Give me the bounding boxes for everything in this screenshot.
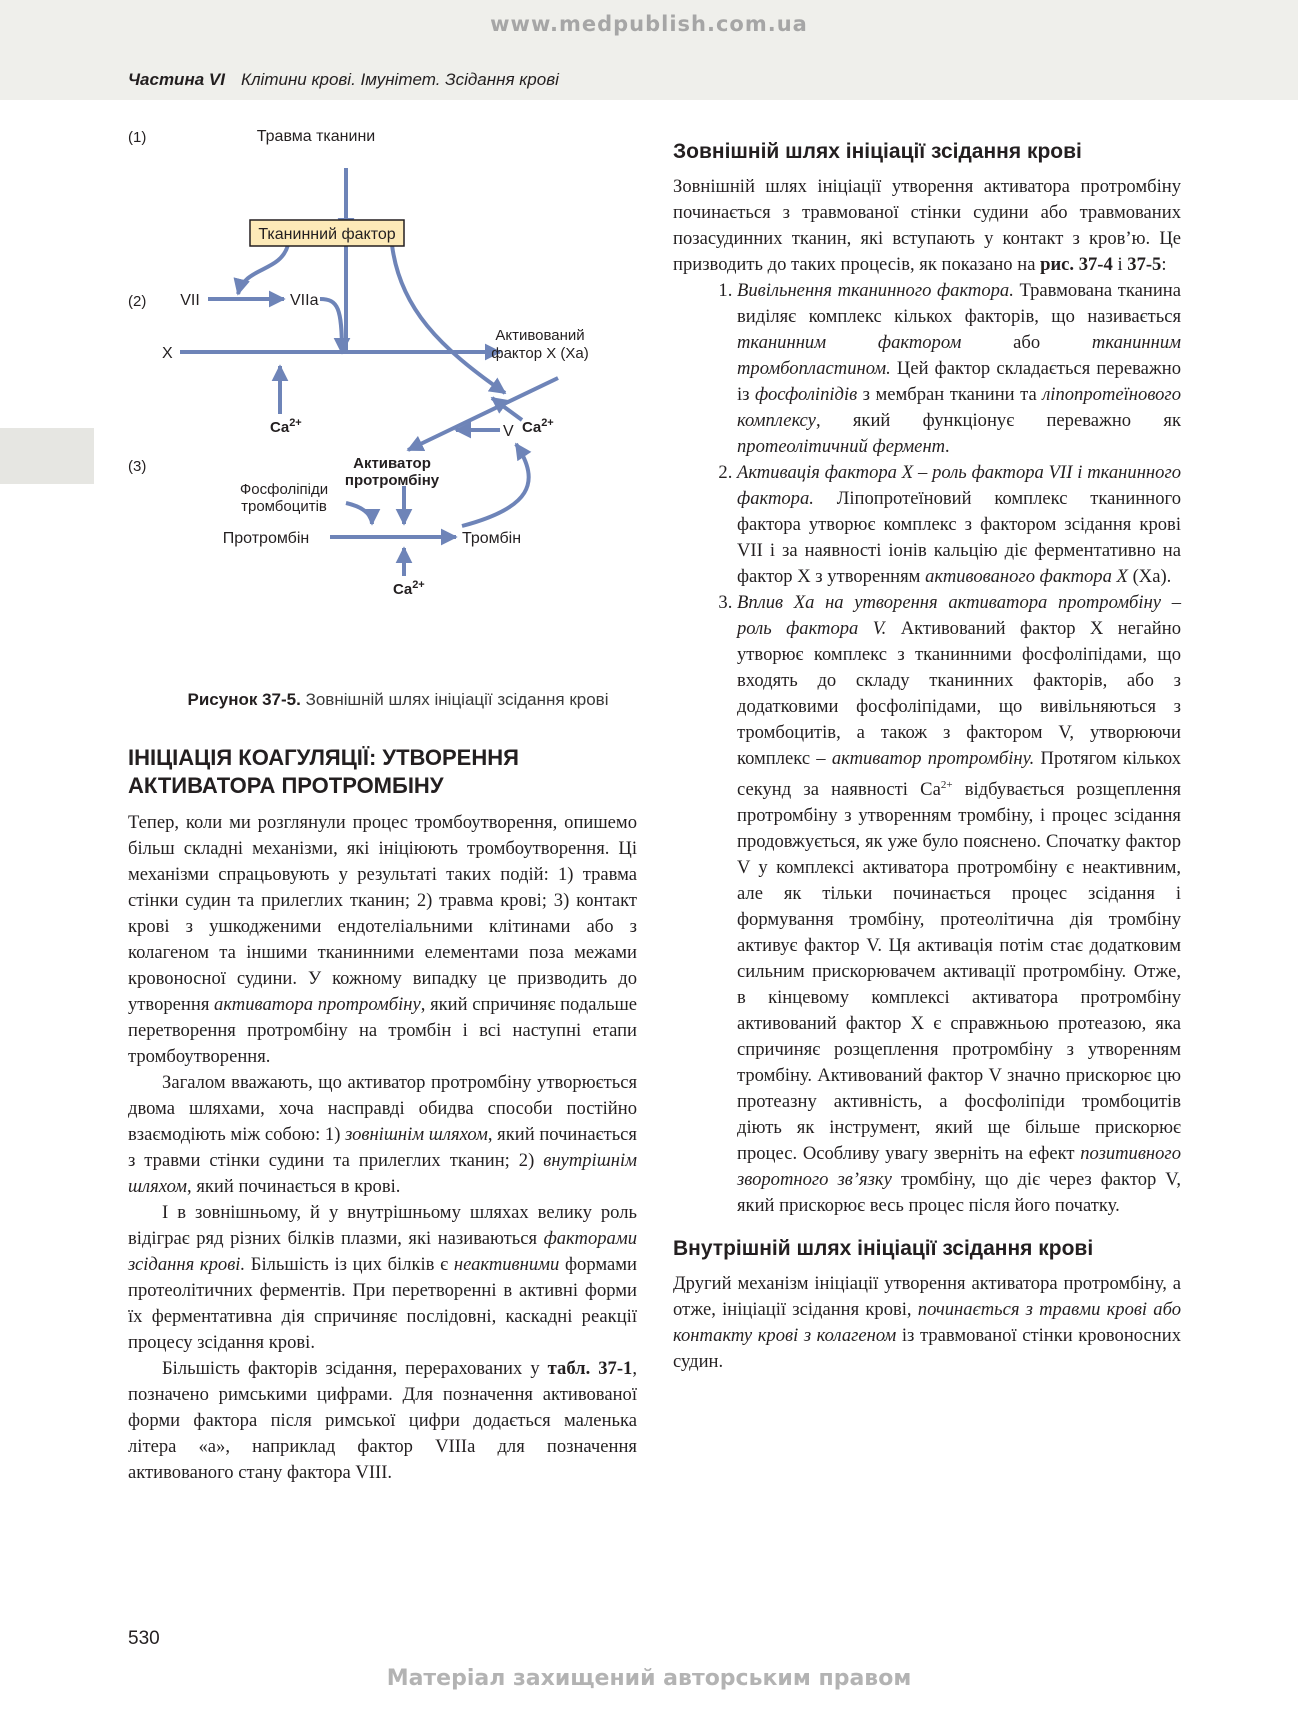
section-title: Клітини крові. Імунітет. Зсідання крові: [240, 70, 559, 89]
arrow-phospholipids: [346, 503, 372, 524]
arrow-viia-to-x: [320, 299, 342, 353]
figure-caption-text: Зовнішній шлях ініціації зсідання крові: [305, 690, 609, 709]
phospholipids-label-line1: Фосфоліпіди: [239, 481, 329, 498]
vii-label: VII: [180, 292, 200, 309]
running-head: [128, 70, 559, 90]
v-label: V: [503, 423, 514, 440]
x-label: X: [162, 345, 173, 362]
figure-caption-label: Рисунок 37-5.: [187, 690, 301, 709]
extrinsic-steps-list: [673, 278, 1181, 1219]
xa-label-line2: фактор X (Xa): [491, 345, 589, 362]
page-number: 530: [128, 1628, 160, 1649]
extrinsic-heading: Зовнішній шлях ініціації зсідання крові: [673, 140, 1082, 163]
activator-label-line1: Активатор: [353, 455, 431, 472]
right-column: [673, 138, 1181, 1375]
xa-label-line1: Активований: [495, 327, 585, 344]
copyright-footer: Матеріал захищений авторським правом: [386, 1666, 912, 1691]
paragraph-1: Тепер, коли ми розглянули процес тромбоутворення, опишемо більш складні механізми, які ініціюють тромбоутворення. Ці механізми спрацьовують у результаті таких подій: 1) травма стінки судин та прилеглих тканин; 2) травма крові; 3) контакт крові з ушкодженими ендотеліальними клітинами або з колагеном та іншими тканинними елементами поза межами кровоносної судини. У кожному випадку це призводить до утворення активатора протромбіну, який спричиняє подальше перетворення протромбіну на тромбін і всі наступні етапи тромбоутворення.: [128, 812, 638, 1067]
part-label: Частина VI: [128, 70, 225, 89]
left-column: [128, 744, 637, 1486]
list-item: 1. Вивільнення тканинного фактора. Травмована тканина виділяє комплекс кількох факторів, що називається тканинним фактором або тканинним тромбопластином. Цей фактор складається переважно із фосфоліпідів з мембран тканини та ліпопротеїнового комплексу, який функціонує переважно як протеолітичний фермент.: [737, 278, 1181, 460]
extrinsic-intro: Зовнішній шлях ініціації утворення активатора протромбіну починається з травмованої стінки судини або травмованих позасудинних тканин, які вступають у контакт з кров’ю. Це призводить до таких процесів, як показано на рис. 37-4 і 37-5:: [673, 176, 1181, 275]
intrinsic-paragraph: Другий механізм ініціації утворення активатора протромбіну, а отже, ініціації зсідання крові, починається з травми крові або контакту крові з колагеном із травмованої стінки кровоносних судин.: [673, 1273, 1181, 1373]
tissue-factor-label: Тканинний фактор: [258, 226, 396, 243]
stage-1-label: (1): [128, 129, 147, 146]
prothrombin-label: Протромбін: [222, 530, 310, 547]
viia-label: VIIa: [290, 292, 319, 309]
trauma-label: Травма тканини: [256, 128, 376, 145]
ca-label-1: $Ca^{2+}$: [270, 417, 302, 436]
list-item: 3. Вплив Xa на утворення активатора протромбіну – роль фактора V. Активований фактор X негайно утворює комплекс з тканинними фосфоліпідами, що входять до складу тканинних факторів, або з додатковими фосфоліпідами, що вивільняються з тромбоцитів, а також з фактором V, утворюючи комплекс – активатор протромбіну. Протягом кількох секунд за наявності $Ca^{2+}$ відбувається розщеплення протромбіну з утворенням тромбіну, і процес зсідання продовжується, як уже було пояснено. Спочатку фактор V у комплексі активатора протромбіну є неактивним, але як тільки починається процес зсідання і формування тромбіну, протеолітична дія тромбіну активує фактор V. Ця активація потім стає додатковим сильним прискорювачем активації протромбіну. Отже, в кінцевому комплексі активатора протромбіну активований фактор X є справжньою протеазою, яка спричиняє розщеплення протромбіну з утворенням тромбіну. Активований фактор V значно прискорює цю протеазну активність, а фосфоліпіди тромбоцитів діють як інструмент, який ще більше прискорює процес. Особливу увагу зверніть на ефект позитивного зворотного зв’язку тромбіну, що діє через фактор V, який прискорює весь процес після його початку.: [737, 590, 1181, 1219]
phospholipids-label-line2: тромбоцитів: [241, 498, 327, 515]
paragraph-3: І в зовнішньому, й у внутрішньому шляхах велику роль відіграє ряд різних білків плазми, які називаються факторами зсідання крові. Більшість із цих білків є неактивними формами протеолітичних ферментів. При перетворенні в активні форми їх ферментативна дія спричиняє послідовні, каскадні реакції процесу зсідання крові.: [128, 1202, 637, 1353]
side-tab: [0, 428, 94, 484]
list-item: 2. Активація фактора X – роль фактора VII і тканинного фактора. Ліпопротеїновий комплекс тканинного фактора утворює комплекс з фактором зсідання крові VII і за наявності іонів кальцію діє ферментативно на фактор X з утворенням активованого фактора X (Xa).: [737, 460, 1181, 590]
ca-label-2: $Ca^{2+}$: [522, 417, 554, 436]
stage-2-label: (2): [128, 293, 147, 310]
figure-caption: [128, 690, 668, 710]
section-heading: ІНІЦІАЦІЯ КОАГУЛЯЦІЇ: УТВОРЕННЯ АКТИВАТОРА ПРОТРОМБІНУ: [128, 745, 519, 798]
thrombin-label: Тромбін: [462, 530, 522, 547]
intrinsic-heading: Внутрішній шлях ініціації зсідання крові: [673, 1237, 1094, 1261]
ca-label-3: $Ca^{2+}$: [393, 579, 425, 598]
paragraph-2: Загалом вважають, що активатор протромбіну утворюється двома шляхами, хоча насправді обидва способи постійно взаємодіють між собою: 1) зовнішнім шляхом, який починається з травми стінки судини та прилеглих тканин; 2) внутрішнім шляхом, який починається в крові.: [128, 1072, 637, 1197]
arrow-thrombin-feedback-to-v: [462, 444, 529, 526]
arrow-xa-to-activator: [408, 378, 558, 450]
stage-3-label: (3): [128, 458, 147, 475]
activator-label-line2: протромбіну: [344, 472, 440, 489]
paragraph-4: Більшість факторів зсідання, перерахованих у табл. 37-1, позначено римськими цифрами. Для позначення активованої форми фактора після римської цифри додається маленька літера «а», наприклад фактор VIIIa для позначення активованого стану фактора VIII.: [128, 1358, 637, 1483]
site-url[interactable]: www.medpublish.com.ua: [490, 12, 808, 36]
arrow-factor-to-complex: [392, 245, 505, 393]
coagulation-diagram: [110, 128, 670, 688]
figure-37-5: [110, 128, 670, 688]
arrow-factor-to-vii: [238, 245, 288, 294]
